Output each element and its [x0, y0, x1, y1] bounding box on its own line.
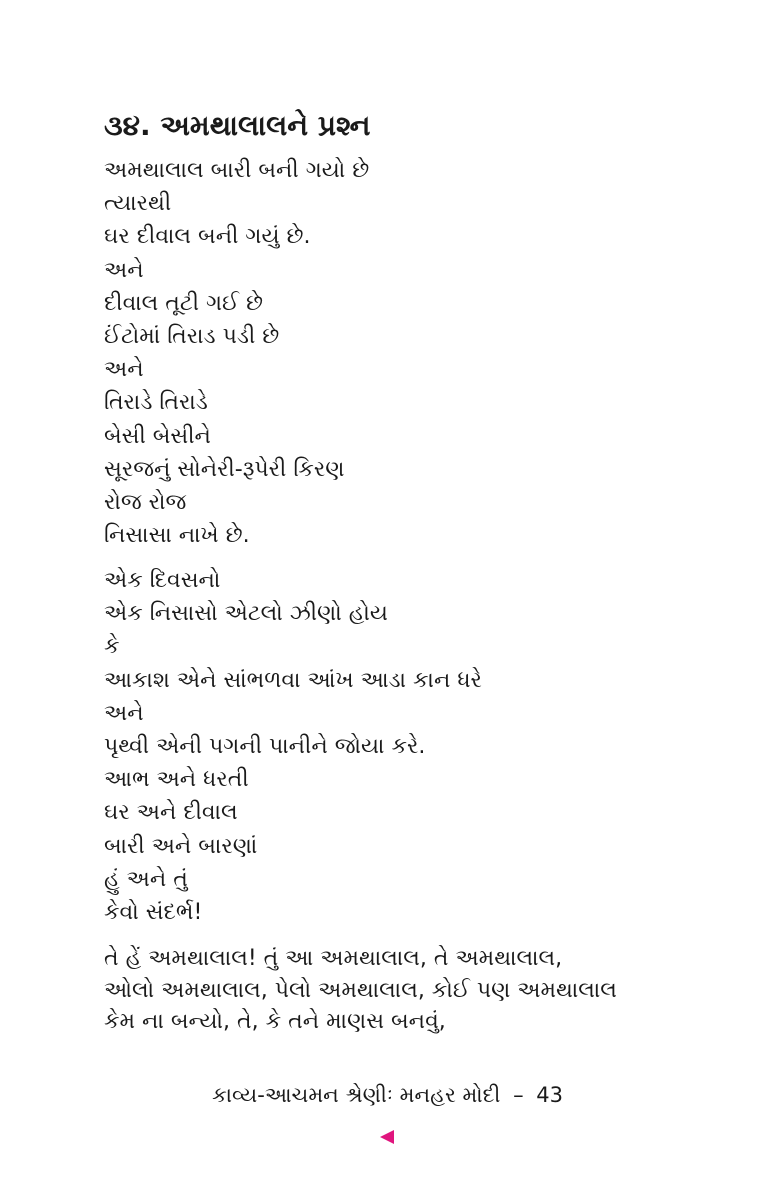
poem-line: આકાશ એને સાંભળવા આંખ આડા કાન ધરે — [104, 667, 482, 693]
poem-line: દીવાલ તૂટી ગઈ છે — [104, 290, 264, 316]
poem-line: ઈંટોમાં તિરાડ પડી છે — [104, 324, 280, 350]
poem-line: નિસાસા નાખે છે. — [104, 523, 250, 549]
poem-line: અમથાલાલ બારી બની ગયો છે — [104, 158, 370, 183]
poem-line: એક નિસાસો એટલો ઝીણો હોય — [104, 601, 388, 627]
poem-line: રોજ રોજ — [104, 490, 187, 516]
poem-line: ઓલો અમથાલાલ, પેલો અમથાલાલ, કોઈ પણ અમથાલાલ — [104, 977, 617, 1003]
poem-line: બેસી બેસીને — [104, 423, 211, 449]
poem-line: અને — [104, 357, 144, 383]
poem-line: અને — [104, 700, 144, 726]
poem-line: પૃથ્વી એની પગની પાનીને જોયા કરે. — [104, 734, 426, 760]
stanza-2 — [104, 564, 482, 929]
poem-line: બારી અને બારણાં — [104, 833, 258, 859]
poem-line: અને — [104, 257, 144, 283]
poem-line: ઘર અને દીવાલ — [104, 800, 238, 826]
poem-line: ત્યારથી — [104, 191, 172, 217]
poem-line: સૂરજનું સોનેરી-રૂપેરી કિરણ — [104, 456, 345, 482]
stanza-1 — [104, 154, 369, 552]
page-number: 43 — [536, 1083, 563, 1107]
footer-separator: – — [513, 1083, 524, 1107]
stanza-3 — [104, 943, 617, 1038]
series-credit: કાવ્ય-આચમન શ્રેણીઃ મનહર મોદી — [212, 1083, 501, 1107]
poem-line: ઘર દીવાલ બની ગયું છે. — [104, 224, 311, 250]
poem-line: તે હેં અમથાલાલ! તું આ અમથાલાલ, તે અમથાલાલ, — [104, 946, 563, 971]
poem-line: એક દિવસનો — [104, 568, 221, 593]
poem-line: કેવો સંદર્ભ! — [104, 900, 203, 926]
triangle-left-icon[interactable] — [380, 1130, 394, 1144]
page-footer — [212, 1080, 563, 1110]
poem-line: કેમ ના બન્યો, તે, કે તને માણસ બનવું, — [104, 1009, 446, 1034]
poem-line: કે — [104, 634, 120, 660]
poem-line: હું અને તું — [104, 866, 188, 892]
poem-title: ૩૪. અમથાલાલને પ્રશ્ન — [104, 109, 371, 142]
poem-line: તિરાડે તિરાડે — [104, 390, 208, 416]
poem-line: આભ અને ધરતી — [104, 767, 249, 793]
